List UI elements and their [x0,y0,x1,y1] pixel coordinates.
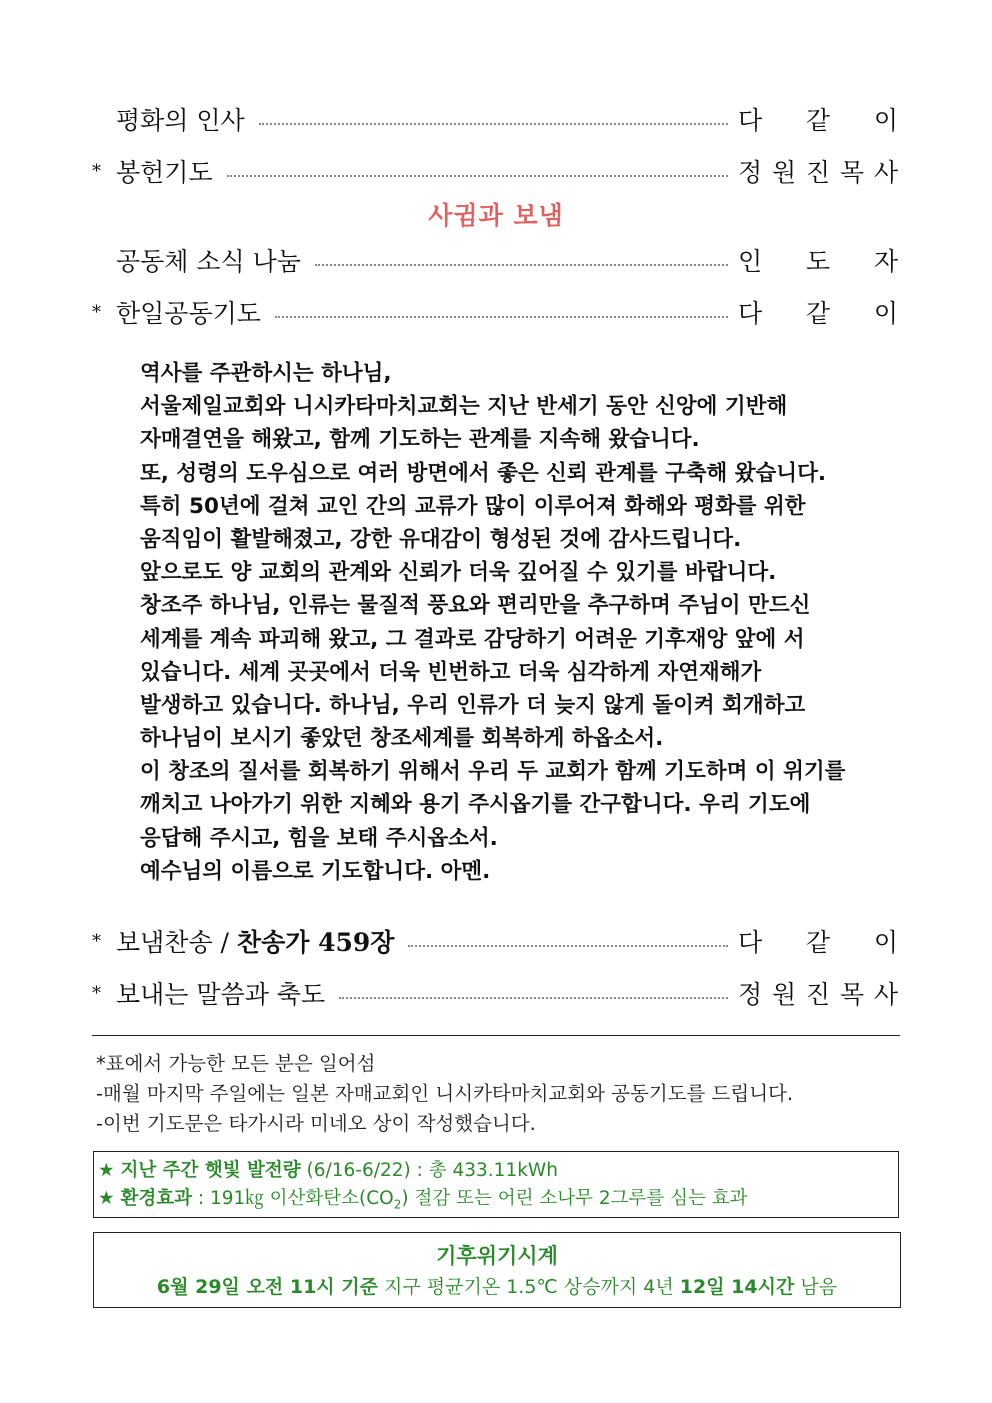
order-row-joint-prayer [92,292,898,332]
dot-leader [275,314,728,318]
dot-leader [408,943,728,947]
order-item-label: 보냄찬송 / 찬송가 459장 [116,928,395,957]
prayer-line: 깨치고 나아가기 위한 지혜와 용기 주시옵기를 간구합니다. 우리 기도에 [140,792,811,818]
note-line: *표에서 가능한 모든 분은 일어섬 [96,1052,376,1075]
prayer-line: 이 창조의 질서를 회복하기 위해서 우리 두 교회가 함께 기도하며 이 위기를 [140,759,846,785]
order-leader: 다 같 이 [738,928,898,957]
order-item-label: 봉헌기도 [116,158,213,187]
dot-leader [315,262,728,266]
prayer-line: 있습니다. 세계 곳곳에서 더욱 빈번하고 더욱 심각하게 자연재해가 [140,659,762,685]
stand-mark: * [92,301,101,323]
order-leader: 인 도 자 [738,247,898,276]
prayer-line: 역사를 주관하시는 하나님, [140,361,392,386]
dot-leader [259,121,728,125]
solar-power-box [93,1151,899,1218]
prayer-line: 창조주 하나님, 인류는 물질적 풍요와 편리만을 추구하며 주님이 만드신 [140,593,811,619]
prayer-line: 서울제일교회와 니시카타마치교회는 지난 반세기 동안 신앙에 기반해 [140,394,788,420]
solar-line-2: ★ 환경효과 : 191㎏ 이산화탄소$(CO_2)$ 절감 또는 어린 소나무 2그루를 심는 효과 [98,1188,748,1212]
order-row-sending-hymn [92,921,898,961]
order-row-offering-prayer [92,151,898,191]
prayer-line: 발생하고 있습니다. 하나님, 우리 인류가 더 늦지 않게 돌이켜 회개하고 [140,692,806,718]
prayer-line: 예수님의 이름으로 기도합니다. 아멘. [140,858,491,884]
note-line: -이번 기도문은 타가시라 미네오 상이 작성했습니다. [96,1112,536,1135]
order-row-community-news [92,240,898,280]
prayer-line: 움직임이 활발해졌고, 강한 유대감이 형성된 것에 감사드립니다. [140,526,742,552]
star-icon: ★ [98,1188,115,1209]
section-title: 사귐과 보냄 [428,201,564,230]
dot-leader [339,995,728,999]
stand-mark: * [92,160,101,182]
order-item-label: 공동체 소식 나눔 [116,247,301,276]
climate-clock-box [93,1232,901,1308]
star-icon: ★ [98,1160,115,1181]
divider [92,1035,900,1036]
climate-clock-title: 기후위기시계 [436,1244,558,1268]
climate-clock-line: 6월 29일 오전 11시 기준 지구 평균기온 1.5℃ 상승까지 4년 12일 14시간 남음 [156,1276,838,1298]
order-leader: 다 같 이 [738,299,898,328]
dot-leader [227,173,728,177]
prayer-line: 하나님이 보시기 좋았던 창조세계를 회복하게 하옵소서. [140,726,664,752]
order-leader: 정 원 진 목 사 [738,158,898,187]
order-item-label: 보내는 말씀과 축도 [116,980,326,1009]
prayer-line: 특히 50년에 걸쳐 교인 간의 교류가 많이 이루어져 화해와 평화를 위한 [140,493,806,519]
order-item-label: 한일공동기도 [116,299,261,328]
prayer-line: 세계를 계속 파괴해 왔고, 그 결과로 감당하기 어려운 기후재앙 앞에 서 [140,626,805,652]
notes [96,1049,793,1139]
prayer-line: 앞으로도 양 교회의 관계와 신뢰가 더욱 깊어질 수 있기를 바랍니다. [140,560,777,586]
solar-line-1: ★ 지난 주간 햇빛 발전량 (6/16-6/22) : 총 433.11kWh [98,1160,558,1181]
order-row-greeting [92,99,898,139]
prayer-line: 응답해 주시고, 힘을 보태 주시옵소서. [140,825,498,851]
order-leader: 정 원 진 목 사 [738,980,898,1009]
order-row-benediction [92,973,898,1013]
prayer-line: 또, 성령의 도우심으로 여러 방면에서 좋은 신뢰 관계를 구축해 왔습니다. [140,460,827,486]
joint-prayer-text [140,357,900,888]
stand-mark: * [92,982,101,1004]
note-line: -매월 마지막 주일에는 일본 자매교회인 니시카타마치교회와 공동기도를 드립니다. [96,1082,794,1105]
order-leader: 다 같 이 [738,106,898,135]
stand-mark: * [92,930,101,952]
prayer-line: 자매결연을 해왔고, 함께 기도하는 관계를 지속해 왔습니다. [140,427,700,453]
hymn-number: 찬송가 459장 [236,928,395,957]
order-item-label: 평화의 인사 [116,106,245,135]
